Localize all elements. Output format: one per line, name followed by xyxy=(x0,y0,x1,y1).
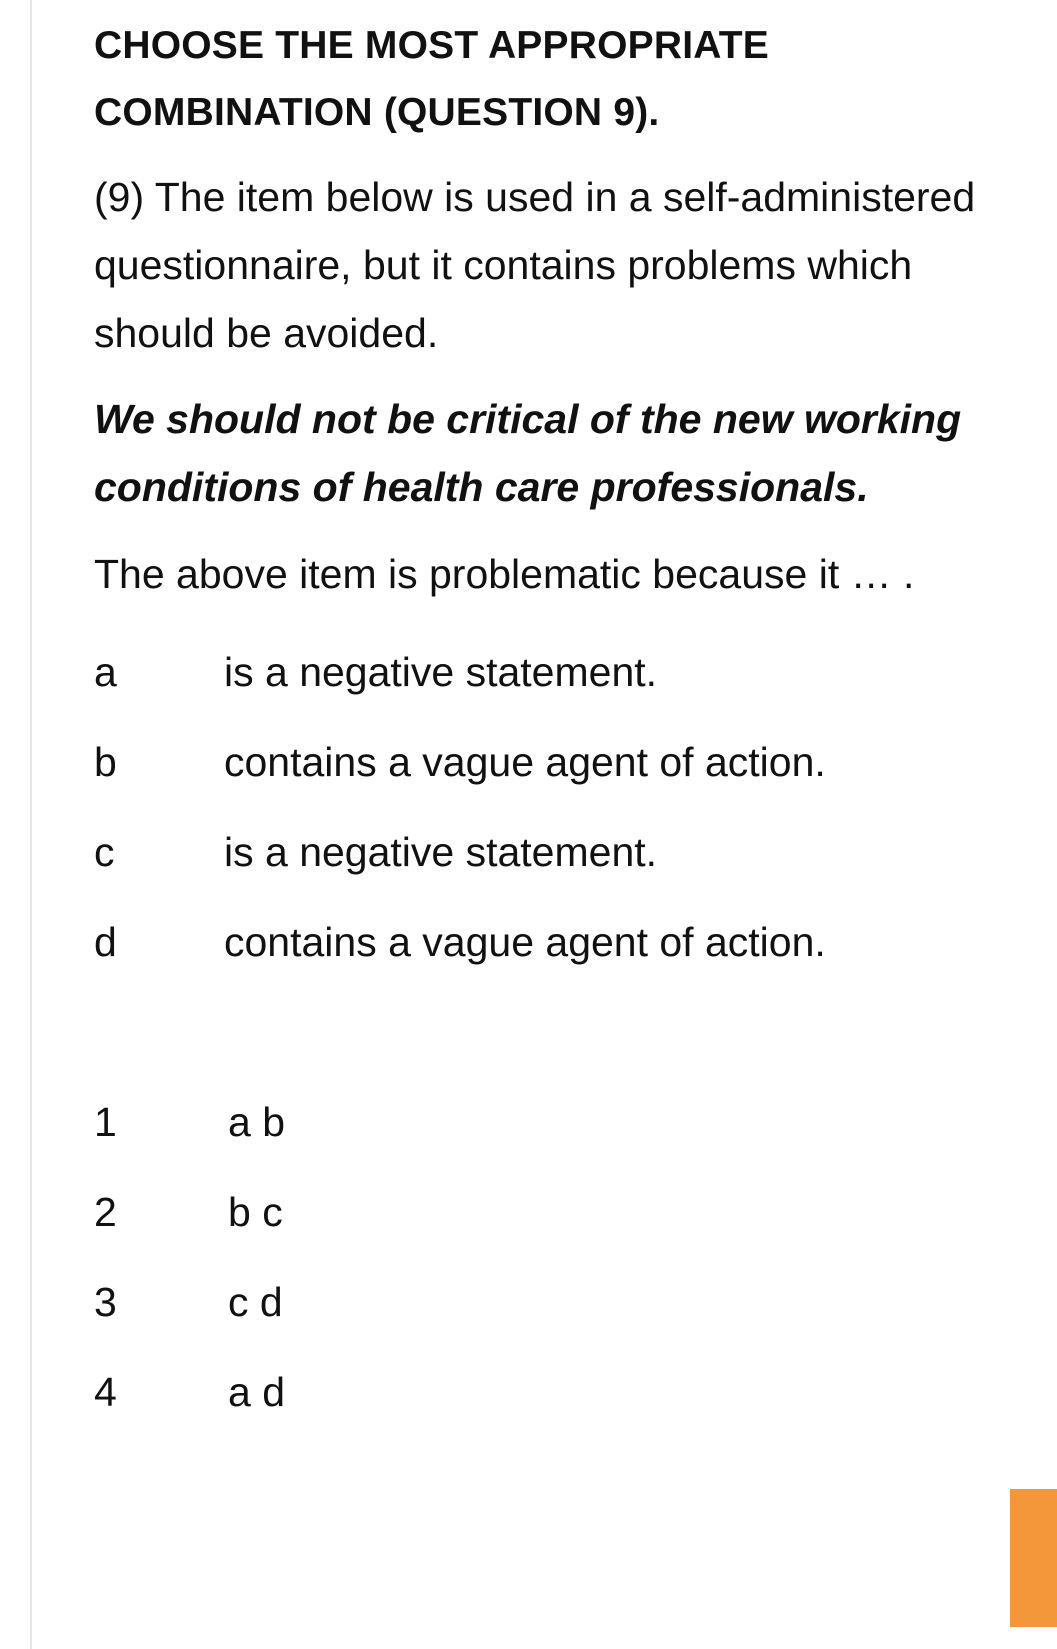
question-intro: (9) The item below is used in a self-administered questionnaire, but it contains problems which should be avoided. xyxy=(94,174,976,356)
option-c[interactable] xyxy=(94,807,994,897)
combination-value: a d xyxy=(228,1368,285,1415)
scrollbar-thumb[interactable] xyxy=(1010,1489,1057,1627)
combination-list xyxy=(94,1077,994,1437)
question-stem: The above item is problematic because it … . xyxy=(94,551,915,597)
heading-line-1: CHOOSE THE MOST APPROPRIATE xyxy=(94,24,769,67)
option-letter: b xyxy=(94,738,117,785)
left-border xyxy=(30,0,32,1649)
instruction-heading xyxy=(94,12,994,146)
question-card xyxy=(94,12,994,1437)
combination-number: 4 xyxy=(94,1368,117,1415)
option-a[interactable] xyxy=(94,627,994,717)
option-b[interactable] xyxy=(94,717,994,807)
combination-value: c d xyxy=(228,1278,283,1325)
combination-number: 2 xyxy=(94,1188,117,1235)
option-letter: a xyxy=(94,648,117,695)
combination-2[interactable] xyxy=(94,1167,994,1257)
option-text: is a negative statement. xyxy=(224,648,658,695)
heading-line-2: COMBINATION (QUESTION 9). xyxy=(94,91,660,134)
combination-number: 3 xyxy=(94,1278,117,1325)
combination-1[interactable] xyxy=(94,1077,994,1167)
option-d[interactable] xyxy=(94,897,994,987)
questionnaire-item-statement: We should not be critical of the new working conditions of health care professionals. xyxy=(94,396,962,510)
option-letter: d xyxy=(94,918,117,965)
combination-value: b c xyxy=(228,1188,283,1235)
option-list xyxy=(94,627,994,987)
combination-value: a b xyxy=(228,1098,285,1145)
combination-number: 1 xyxy=(94,1098,117,1145)
option-letter: c xyxy=(94,828,115,875)
option-text: contains a vague agent of action. xyxy=(224,738,826,785)
option-text: is a negative statement. xyxy=(224,828,658,875)
combination-3[interactable] xyxy=(94,1257,994,1347)
option-text: contains a vague agent of action. xyxy=(224,918,826,965)
combination-4[interactable] xyxy=(94,1347,994,1437)
